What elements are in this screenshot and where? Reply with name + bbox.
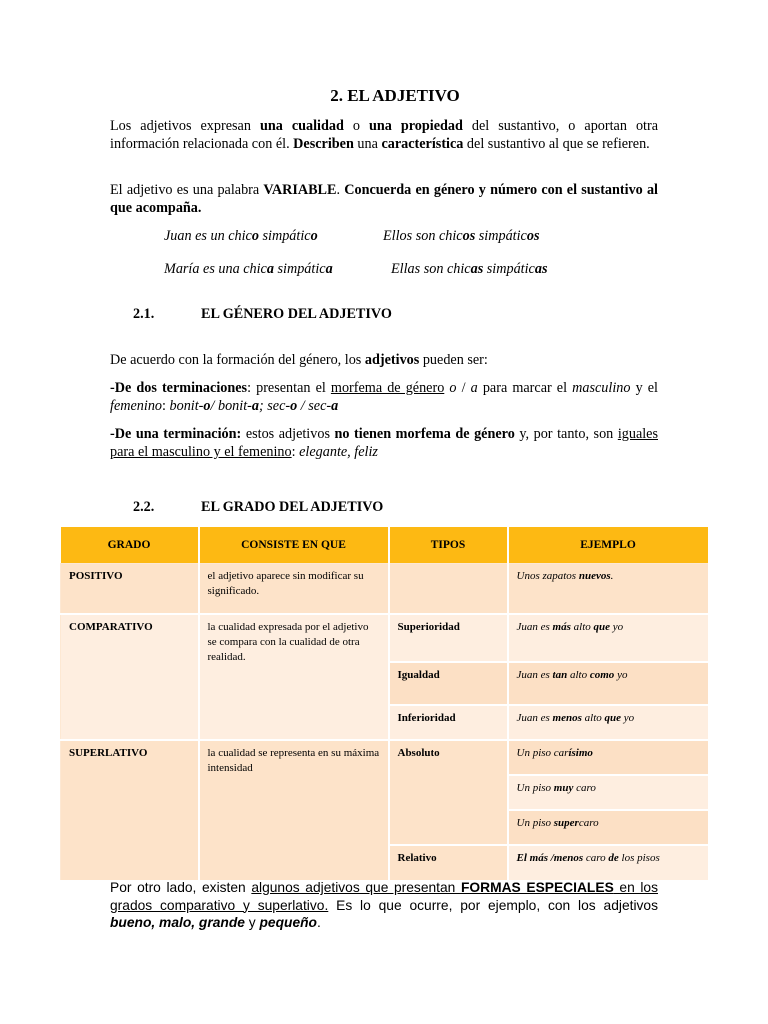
tipo-cell: Absoluto <box>389 740 508 845</box>
grado-cell: SUPERLATIVO <box>61 740 199 881</box>
tipo-cell: Superioridad <box>389 614 508 662</box>
section-number: 2.2. <box>133 499 155 515</box>
example-sentence: María es una chica simpática <box>164 261 333 277</box>
intro-text: Los adjetivos expresan <box>110 118 260 134</box>
tipo-cell: Relativo <box>389 845 508 881</box>
example-sentence: Juan es un chico simpático <box>164 228 318 244</box>
intro-text: del sustantivo, o aportan otra información relacionada con él. <box>110 118 658 152</box>
intro-bold: una cualidad <box>259 118 344 134</box>
intro-text: del sustantivo al que se refieren. <box>463 136 650 152</box>
variable-bold: VARIABLE <box>263 182 337 198</box>
header-tipos: TIPOS <box>389 527 508 564</box>
ejemplo-cell: El más /menos caro de los pisos <box>508 845 709 881</box>
consiste-cell: el adjetivo aparece sin modificar su significado. <box>199 564 389 614</box>
section-number: 2.1. <box>133 306 155 322</box>
ejemplo-cell: Juan es tan alto como yo <box>508 662 709 705</box>
table-header-row <box>61 527 709 564</box>
intro-bold: Describen <box>293 136 354 152</box>
genero-intro: De acuerdo con la formación del género, los adjetivos pueden ser: <box>110 352 488 368</box>
grado-cell: COMPARATIVO <box>61 614 199 740</box>
header-consiste: CONSISTE EN QUE <box>199 527 389 564</box>
section-title: EL GRADO DEL ADJETIVO <box>201 499 384 515</box>
intro-paragraph <box>110 117 658 153</box>
table-row <box>61 740 709 775</box>
table-row <box>61 614 709 662</box>
variable-bold: Concuerda en género y número con el sustantivo al que acompaña. <box>110 182 658 216</box>
section-heading-grado <box>133 499 383 516</box>
grado-cell: POSITIVO <box>61 564 199 614</box>
ejemplo-cell: Juan es más alto que yo <box>508 614 709 662</box>
page-title: 2. EL ADJETIVO <box>330 86 460 105</box>
intro-text: o <box>343 118 369 134</box>
variable-paragraph <box>110 181 658 217</box>
tipo-cell <box>389 564 508 614</box>
intro-bold: característica <box>381 136 464 152</box>
header-ejemplo: EJEMPLO <box>508 527 709 564</box>
section-title: EL GÉNERO DEL ADJETIVO <box>201 306 392 322</box>
ejemplo-cell: Juan es menos alto que yo <box>508 705 709 740</box>
ejemplo-cell: Unos zapatos nuevos. <box>508 564 709 614</box>
tipo-cell: Igualdad <box>389 662 508 705</box>
variable-text: El adjetivo es una palabra <box>110 182 264 198</box>
formas-especiales-paragraph: Por otro lado, existen algunos adjetivos que presentan FORMAS ESPECIALES en los grados comparativo y superlativo. Es lo que ocurre, por ejemplo, con los adjetivos bueno, malo, grande y pequeño. <box>110 880 658 930</box>
grado-table <box>60 527 710 882</box>
intro-bold: una propiedad <box>368 118 463 134</box>
example-sentence: Ellas son chicas simpáticas <box>391 261 548 277</box>
section-heading-genero <box>133 306 392 323</box>
example-sentence: Ellos son chicos simpáticos <box>383 228 540 244</box>
table-row <box>61 564 709 614</box>
header-grado: GRADO <box>61 527 199 564</box>
consiste-cell: la cualidad expresada por el adjetivo se compara con la cualidad de otra realidad. <box>199 614 389 740</box>
dos-terminaciones-paragraph: -De dos terminaciones: presentan el morfema de género o / a para marcar el masculino y el femenino: bonit-o/ bonit-a; sec-o / sec-a <box>110 380 658 414</box>
variable-text: . <box>336 182 345 198</box>
ejemplo-cell: Un piso muy caro <box>508 775 709 810</box>
consiste-cell: la cualidad se representa en su máxima intensidad <box>199 740 389 881</box>
una-terminacion-paragraph: -De una terminación: estos adjetivos no tienen morfema de género y, por tanto, son iguales para el masculino y el femenino: elegante, feliz <box>110 426 658 460</box>
tipo-cell: Inferioridad <box>389 705 508 740</box>
ejemplo-cell: Un piso supercaro <box>508 810 709 845</box>
intro-text: una <box>353 136 382 152</box>
ejemplo-cell: Un piso carísimo <box>508 740 709 775</box>
